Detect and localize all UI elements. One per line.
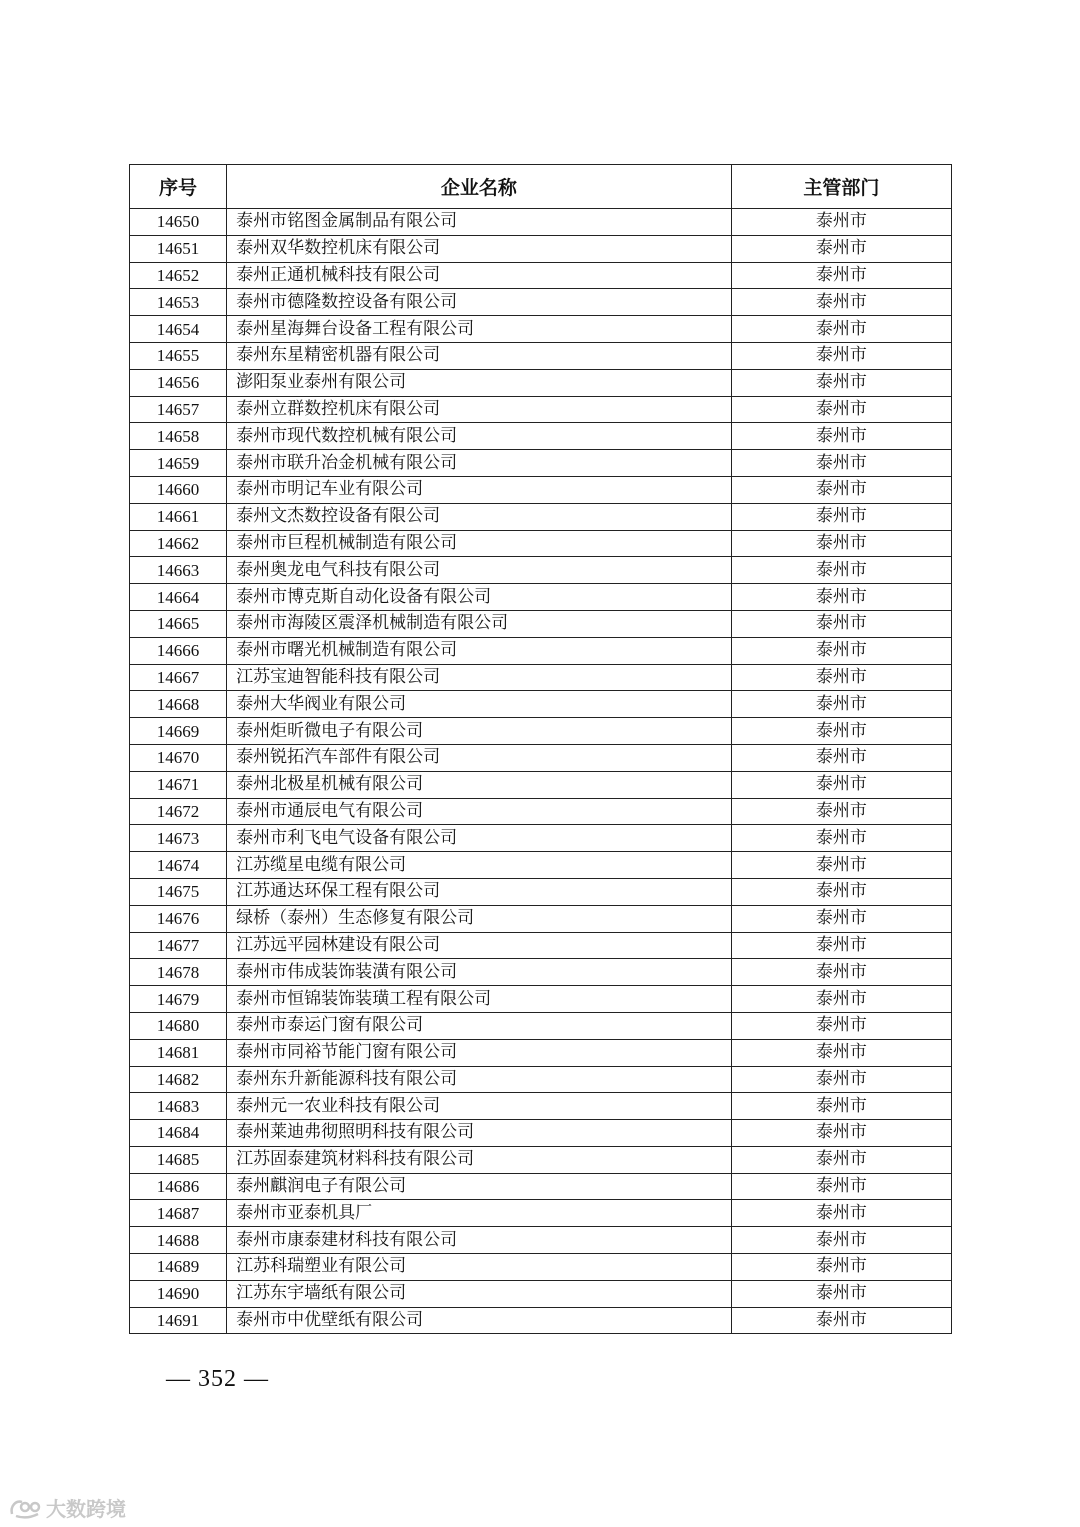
enterprise-name-cell: 泰州市巨程机械制造有限公司 <box>227 530 732 557</box>
serial-number-cell: 14680 <box>130 1012 227 1039</box>
serial-number-cell: 14666 <box>130 637 227 664</box>
enterprise-table <box>129 164 952 1334</box>
enterprise-name-cell: 泰州大华阀业有限公司 <box>227 691 732 718</box>
department-cell: 泰州市 <box>731 878 951 905</box>
table-row <box>130 316 952 343</box>
department-cell: 泰州市 <box>731 1039 951 1066</box>
department-cell: 泰州市 <box>731 342 951 369</box>
department-cell: 泰州市 <box>731 1120 951 1147</box>
enterprise-name-cell: 泰州双华数控机床有限公司 <box>227 235 732 262</box>
enterprise-name-cell: 泰州锐拓汽车部件有限公司 <box>227 744 732 771</box>
table-row <box>130 1254 952 1281</box>
department-cell: 泰州市 <box>731 396 951 423</box>
department-cell: 泰州市 <box>731 959 951 986</box>
department-cell: 泰州市 <box>731 905 951 932</box>
serial-number-cell: 14661 <box>130 503 227 530</box>
department-cell: 泰州市 <box>731 798 951 825</box>
enterprise-name-cell: 泰州立群数控机床有限公司 <box>227 396 732 423</box>
enterprise-name-cell: 泰州市联升冶金机械有限公司 <box>227 450 732 477</box>
table-row <box>130 1307 952 1334</box>
table-row <box>130 450 952 477</box>
serial-number-cell: 14691 <box>130 1307 227 1334</box>
table-row <box>130 476 952 503</box>
table-row <box>130 1066 952 1093</box>
serial-number-cell: 14684 <box>130 1120 227 1147</box>
department-cell: 泰州市 <box>731 584 951 611</box>
department-cell: 泰州市 <box>731 852 951 879</box>
table-row <box>130 584 952 611</box>
table-row <box>130 289 952 316</box>
enterprise-name-cell: 泰州奥龙电气科技有限公司 <box>227 557 732 584</box>
enterprise-name-cell: 泰州市中优壁纸有限公司 <box>227 1307 732 1334</box>
enterprise-name-cell: 江苏科瑞塑业有限公司 <box>227 1254 732 1281</box>
serial-number-cell: 14663 <box>130 557 227 584</box>
enterprise-name-cell: 江苏固泰建筑材料科技有限公司 <box>227 1146 732 1173</box>
table-row <box>130 932 952 959</box>
table-row <box>130 1200 952 1227</box>
department-cell: 泰州市 <box>731 986 951 1013</box>
table-row <box>130 664 952 691</box>
serial-number-cell: 14677 <box>130 932 227 959</box>
serial-number-cell: 14670 <box>130 744 227 771</box>
table-row <box>130 262 952 289</box>
serial-number-cell: 14675 <box>130 878 227 905</box>
serial-number-cell: 14665 <box>130 610 227 637</box>
serial-number-cell: 14658 <box>130 423 227 450</box>
serial-number-cell: 14685 <box>130 1146 227 1173</box>
enterprise-name-cell: 泰州市泰运门窗有限公司 <box>227 1012 732 1039</box>
enterprise-name-cell: 泰州市现代数控机械有限公司 <box>227 423 732 450</box>
table-row <box>130 691 952 718</box>
enterprise-name-cell: 泰州市通辰电气有限公司 <box>227 798 732 825</box>
department-cell: 泰州市 <box>731 1173 951 1200</box>
table-row <box>130 959 952 986</box>
department-cell: 泰州市 <box>731 1227 951 1254</box>
department-cell: 泰州市 <box>731 771 951 798</box>
serial-number-cell: 14652 <box>130 262 227 289</box>
serial-number-cell: 14676 <box>130 905 227 932</box>
table-row <box>130 744 952 771</box>
department-cell: 泰州市 <box>731 1066 951 1093</box>
serial-number-cell: 14681 <box>130 1039 227 1066</box>
enterprise-name-cell: 泰州东升新能源科技有限公司 <box>227 1066 732 1093</box>
serial-number-cell: 14673 <box>130 825 227 852</box>
table-body <box>130 209 952 1334</box>
department-cell: 泰州市 <box>731 316 951 343</box>
enterprise-name-cell: 泰州市海陵区震泽机械制造有限公司 <box>227 610 732 637</box>
table-row <box>130 798 952 825</box>
department-cell: 泰州市 <box>731 209 951 236</box>
enterprise-name-cell: 绿桥（泰州）生态修复有限公司 <box>227 905 732 932</box>
serial-number-cell: 14678 <box>130 959 227 986</box>
serial-number-cell: 14679 <box>130 986 227 1013</box>
table-row <box>130 905 952 932</box>
watermark <box>8 1493 126 1522</box>
table-row <box>130 1039 952 1066</box>
department-cell: 泰州市 <box>731 1093 951 1120</box>
serial-number-cell: 14657 <box>130 396 227 423</box>
enterprise-name-cell: 泰州市恒锦装饰装璜工程有限公司 <box>227 986 732 1013</box>
department-cell: 泰州市 <box>731 1200 951 1227</box>
serial-number-cell: 14651 <box>130 235 227 262</box>
serial-number-cell: 14687 <box>130 1200 227 1227</box>
enterprise-name-cell: 泰州市亚泰机具厂 <box>227 1200 732 1227</box>
enterprise-name-cell: 泰州市康泰建材科技有限公司 <box>227 1227 732 1254</box>
department-cell: 泰州市 <box>731 262 951 289</box>
serial-number-cell: 14672 <box>130 798 227 825</box>
department-cell: 泰州市 <box>731 1280 951 1307</box>
table-row <box>130 718 952 745</box>
enterprise-name-cell: 江苏东宇墙纸有限公司 <box>227 1280 732 1307</box>
enterprise-name-cell: 江苏宝迪智能科技有限公司 <box>227 664 732 691</box>
department-cell: 泰州市 <box>731 369 951 396</box>
department-cell: 泰州市 <box>731 450 951 477</box>
page-number: — 352 — <box>166 1366 269 1392</box>
serial-number-cell: 14667 <box>130 664 227 691</box>
department-cell: 泰州市 <box>731 423 951 450</box>
table-row <box>130 771 952 798</box>
enterprise-name-cell: 澎阳泵业泰州有限公司 <box>227 369 732 396</box>
enterprise-name-cell: 泰州市伟成装饰装潢有限公司 <box>227 959 732 986</box>
department-cell: 泰州市 <box>731 1307 951 1334</box>
table-row <box>130 1227 952 1254</box>
enterprise-name-cell: 泰州正通机械科技有限公司 <box>227 262 732 289</box>
serial-number-cell: 14683 <box>130 1093 227 1120</box>
table-row <box>130 423 952 450</box>
serial-number-cell: 14671 <box>130 771 227 798</box>
enterprise-name-cell: 泰州东星精密机器有限公司 <box>227 342 732 369</box>
table-row <box>130 1280 952 1307</box>
enterprise-name-cell: 泰州炬昕微电子有限公司 <box>227 718 732 745</box>
serial-number-cell: 14655 <box>130 342 227 369</box>
table-row <box>130 1093 952 1120</box>
table-row <box>130 396 952 423</box>
department-cell: 泰州市 <box>731 530 951 557</box>
table-row <box>130 986 952 1013</box>
serial-number-cell: 14656 <box>130 369 227 396</box>
serial-number-cell: 14690 <box>130 1280 227 1307</box>
department-cell: 泰州市 <box>731 503 951 530</box>
serial-number-cell: 14688 <box>130 1227 227 1254</box>
enterprise-name-cell: 泰州元一农业科技有限公司 <box>227 1093 732 1120</box>
department-cell: 泰州市 <box>731 1146 951 1173</box>
serial-number-cell: 14660 <box>130 476 227 503</box>
table-row <box>130 1012 952 1039</box>
enterprise-name-cell: 江苏远平园林建设有限公司 <box>227 932 732 959</box>
brand-logo-icon <box>8 1496 42 1520</box>
department-cell: 泰州市 <box>731 718 951 745</box>
department-cell: 泰州市 <box>731 691 951 718</box>
serial-number-cell: 14653 <box>130 289 227 316</box>
department-cell: 泰州市 <box>731 744 951 771</box>
serial-number-cell: 14654 <box>130 316 227 343</box>
enterprise-name-cell: 泰州麒润电子有限公司 <box>227 1173 732 1200</box>
enterprise-name-cell: 江苏缆星电缆有限公司 <box>227 852 732 879</box>
serial-number-cell: 14682 <box>130 1066 227 1093</box>
serial-number-cell: 14664 <box>130 584 227 611</box>
enterprise-name-cell: 泰州莱迪弗彻照明科技有限公司 <box>227 1120 732 1147</box>
department-cell: 泰州市 <box>731 932 951 959</box>
enterprise-name-cell: 泰州市明记车业有限公司 <box>227 476 732 503</box>
department-cell: 泰州市 <box>731 476 951 503</box>
watermark-text: 大数跨境 <box>46 1497 126 1521</box>
department-cell: 泰州市 <box>731 637 951 664</box>
table-row <box>130 209 952 236</box>
serial-number-cell: 14662 <box>130 530 227 557</box>
table-row <box>130 1120 952 1147</box>
serial-number-cell: 14689 <box>130 1254 227 1281</box>
table-row <box>130 530 952 557</box>
serial-number-cell: 14659 <box>130 450 227 477</box>
table-row <box>130 825 952 852</box>
enterprise-name-cell: 泰州市曙光机械制造有限公司 <box>227 637 732 664</box>
table-row <box>130 503 952 530</box>
table-row <box>130 1173 952 1200</box>
serial-number-cell: 14669 <box>130 718 227 745</box>
enterprise-name-cell: 泰州文杰数控设备有限公司 <box>227 503 732 530</box>
serial-number-cell: 14650 <box>130 209 227 236</box>
header-enterprise-name: 企业名称 <box>227 165 732 209</box>
enterprise-name-cell: 泰州市博克斯自动化设备有限公司 <box>227 584 732 611</box>
table-row <box>130 342 952 369</box>
department-cell: 泰州市 <box>731 664 951 691</box>
table-row <box>130 637 952 664</box>
enterprise-name-cell: 泰州星海舞台设备工程有限公司 <box>227 316 732 343</box>
table-header-row <box>130 165 952 209</box>
department-cell: 泰州市 <box>731 1012 951 1039</box>
table-row <box>130 557 952 584</box>
enterprise-name-cell: 泰州市利飞电气设备有限公司 <box>227 825 732 852</box>
header-serial-number: 序号 <box>130 165 227 209</box>
department-cell: 泰州市 <box>731 557 951 584</box>
department-cell: 泰州市 <box>731 825 951 852</box>
table-row <box>130 1146 952 1173</box>
serial-number-cell: 14668 <box>130 691 227 718</box>
department-cell: 泰州市 <box>731 289 951 316</box>
table-row <box>130 878 952 905</box>
enterprise-name-cell: 泰州市铭图金属制品有限公司 <box>227 209 732 236</box>
enterprise-name-cell: 泰州市德隆数控设备有限公司 <box>227 289 732 316</box>
enterprise-name-cell: 泰州市同裕节能门窗有限公司 <box>227 1039 732 1066</box>
table-row <box>130 235 952 262</box>
enterprise-name-cell: 江苏通达环保工程有限公司 <box>227 878 732 905</box>
department-cell: 泰州市 <box>731 610 951 637</box>
table-row <box>130 369 952 396</box>
department-cell: 泰州市 <box>731 235 951 262</box>
serial-number-cell: 14674 <box>130 852 227 879</box>
table-row <box>130 852 952 879</box>
header-department: 主管部门 <box>731 165 951 209</box>
enterprise-name-cell: 泰州北极星机械有限公司 <box>227 771 732 798</box>
serial-number-cell: 14686 <box>130 1173 227 1200</box>
department-cell: 泰州市 <box>731 1254 951 1281</box>
table-row <box>130 610 952 637</box>
